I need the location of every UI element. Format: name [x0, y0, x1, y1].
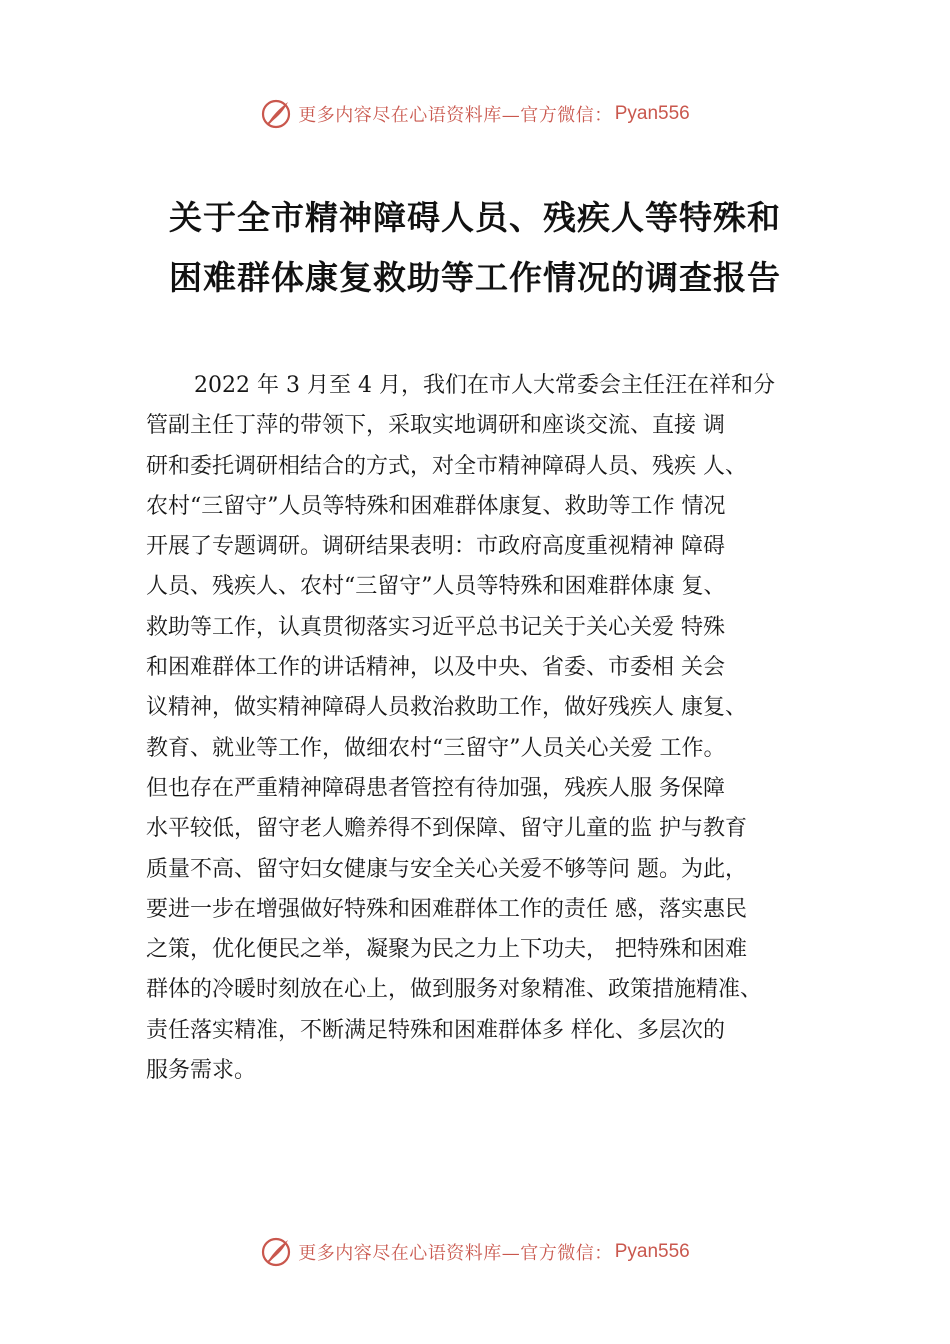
- paragraph-line: 群体的冷暖时刻放在心上，做到服务对象精准、政策措施精准、: [146, 977, 763, 1003]
- footer-watermark: [0, 1232, 950, 1272]
- paragraph-line: 研和委托调研相结合的方式，对全市精神障碍人员、残疾 人、: [146, 453, 747, 479]
- paragraph-line: 开展了专题调研。调研结果表明：市政府高度重视精神 障碍: [146, 534, 725, 560]
- paragraph-line: 教育、就业等工作，做细农村“三留守”人员关心关爱 工作。: [146, 735, 726, 761]
- document-title: [0, 188, 950, 308]
- title-line: 关于全市精神障碍人员、残疾人等特殊和: [169, 198, 781, 237]
- paragraph-line: 要进一步在增强做好特殊和困难群体工作的责任 感，落实惠民: [146, 896, 747, 922]
- paragraph-line: 救助等工作，认真贯彻落实习近平总书记关于关心关爱 特殊: [146, 614, 725, 640]
- watermark-text: 更多内容尽在心语资料库—官方微信：: [298, 105, 613, 126]
- paragraph-line: 和困难群体工作的讲话精神，以及中央、省委、市委相 关会: [146, 655, 725, 681]
- paragraph-line: 2022 年 3 月至 4 月，我们在市人大常委会主任汪在祥和分: [194, 373, 775, 398]
- quill-pen-logo-icon: [260, 97, 294, 131]
- quill-pen-logo-icon: [260, 1235, 294, 1269]
- title-line: 困难群体康复救助等工作情况的调查报告: [169, 258, 781, 297]
- header-watermark: [0, 94, 950, 134]
- paragraph-line: 议精神，做实精神障碍人员救治救助工作，做好残疾人 康复、: [146, 695, 747, 721]
- watermark-text: 更多内容尽在心语资料库—官方微信：: [298, 1243, 613, 1264]
- paragraph-line: 管副主任丁萍的带领下，采取实地调研和座谈交流、直接 调: [146, 413, 725, 439]
- paragraph-line: 水平较低，留守老人赡养得不到保障、留守儿童的监 护与教育: [146, 816, 747, 842]
- paragraph-line: 农村“三留守”人员等特殊和困难群体康复、救助等工作 情况: [146, 493, 726, 519]
- paragraph-line: 质量不高、留守妇女健康与安全关心关爱不够等问 题。为此，: [146, 856, 747, 882]
- watermark-wechat-id: Pyan556: [614, 103, 690, 124]
- paragraph-line: 人员、残疾人、农村“三留守”人员等特殊和困难群体康 复、: [146, 574, 726, 600]
- paragraph-line: 责任落实精准，不断满足特殊和困难群体多 样化、多层次的: [146, 1017, 725, 1043]
- watermark-wechat-id: Pyan556: [614, 1241, 690, 1262]
- body-paragraph: [146, 366, 846, 1091]
- paragraph-line: 服务需求。: [146, 1058, 257, 1084]
- paragraph-line: 但也存在严重精神障碍患者管控有待加强，残疾人服 务保障: [146, 775, 725, 801]
- paragraph-line: 之策，优化便民之举，凝聚为民之力上下功夫， 把特殊和困难: [146, 937, 747, 963]
